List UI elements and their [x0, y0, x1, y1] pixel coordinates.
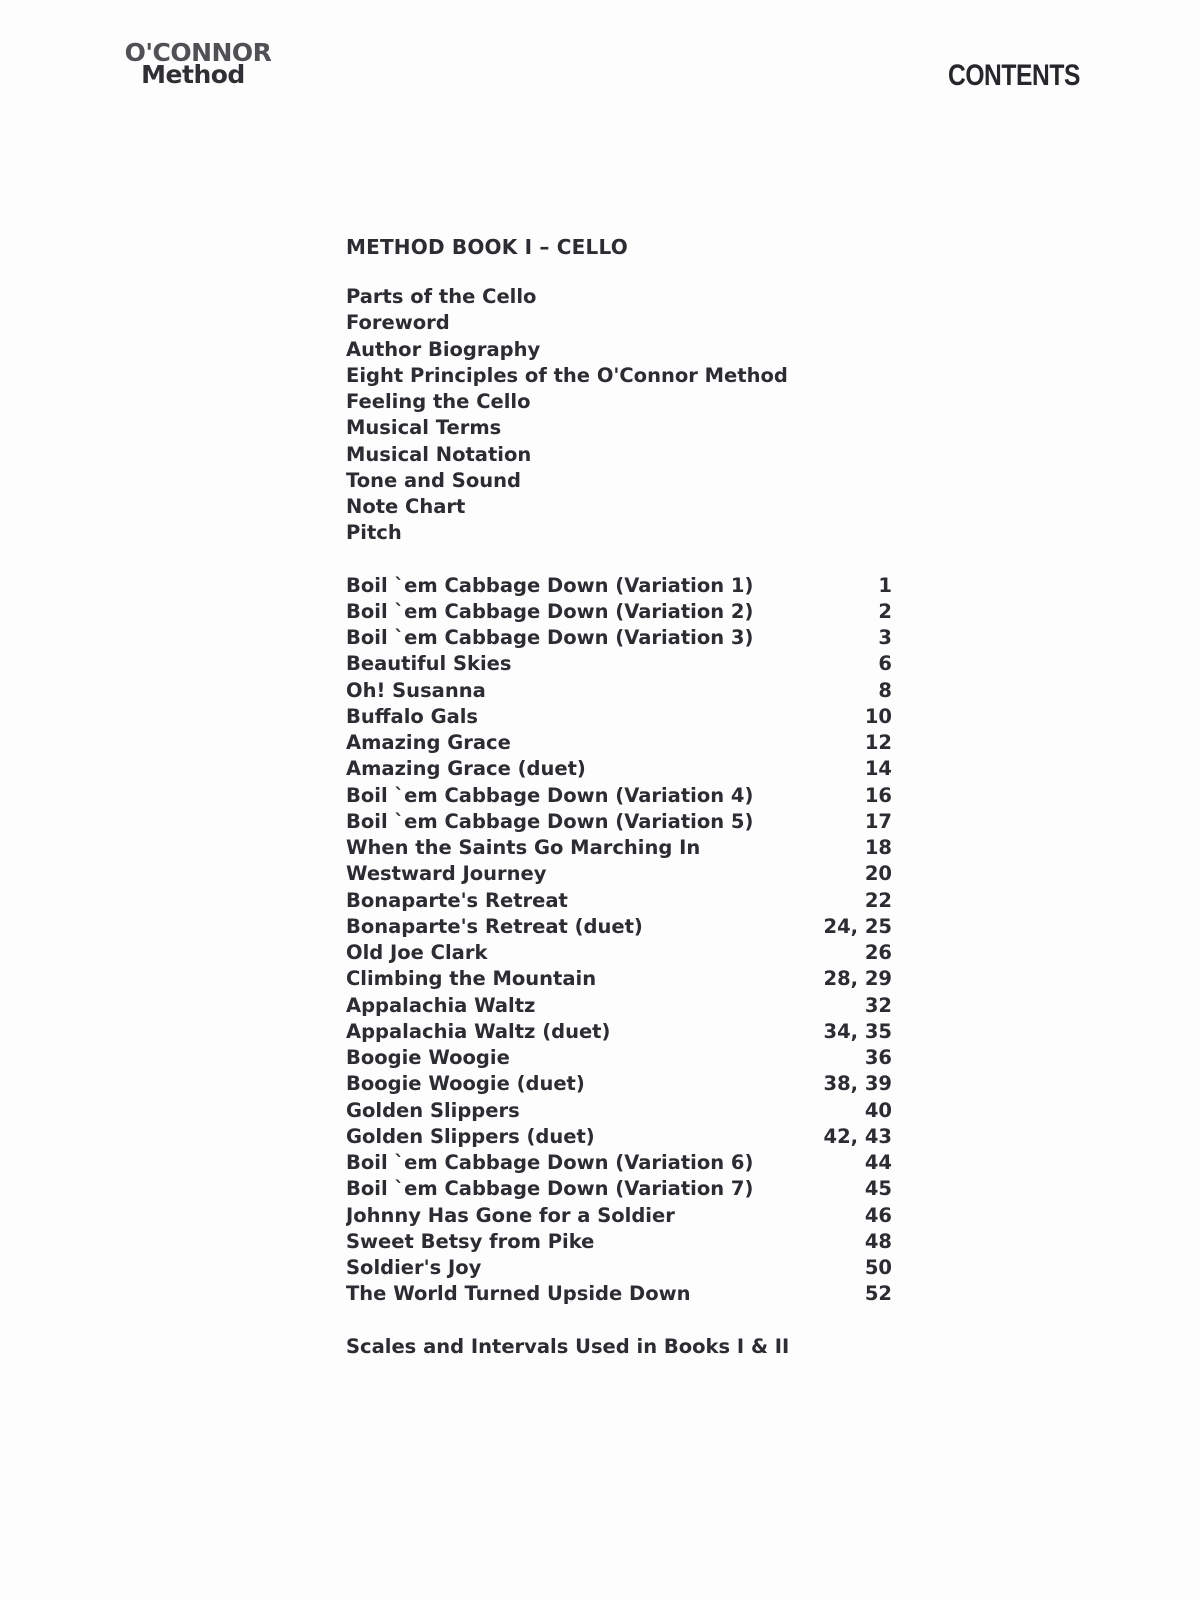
toc-entry[interactable] — [346, 783, 892, 809]
front-matter-item[interactable]: Parts of the Cello — [346, 285, 537, 308]
entry-title: Soldier's Joy — [346, 1256, 482, 1279]
entry-page-number: 24, 25 — [823, 914, 892, 938]
entry-page-number: 14 — [864, 757, 892, 781]
entry-page-number: 40 — [864, 1098, 892, 1122]
entry-title: Boogie Woogie — [346, 1046, 510, 1069]
toc-entry[interactable] — [346, 756, 892, 782]
entry-page-number: 48 — [864, 1229, 892, 1253]
entry-page-number: 45 — [864, 1177, 892, 1201]
toc-entry[interactable] — [346, 1176, 892, 1202]
entry-page-number: 18 — [864, 836, 892, 859]
entry-title: Boogie Woogie (duet) — [346, 1072, 585, 1096]
entry-page-number: 2 — [878, 599, 892, 623]
toc-entry[interactable] — [346, 573, 892, 599]
toc-entry[interactable] — [346, 940, 892, 966]
toc-entry[interactable] — [346, 1203, 892, 1229]
entry-page-number: 1 — [878, 573, 892, 597]
entry-title: Boil `em Cabbage Down (Variation 2) — [346, 599, 754, 623]
toc-entry[interactable] — [346, 625, 892, 651]
entry-title: Boil `em Cabbage Down (Variation 1) — [346, 573, 754, 597]
front-matter-item[interactable]: Tone and Sound — [346, 468, 521, 492]
entry-page-number: 38, 39 — [823, 1072, 892, 1096]
front-matter-item[interactable]: Musical Terms — [346, 416, 502, 440]
toc-entry[interactable] — [346, 730, 892, 756]
entry-title: Old Joe Clark — [346, 941, 488, 964]
entry-title: Boil `em Cabbage Down (Variation 5) — [346, 809, 754, 833]
toc-entry[interactable] — [346, 966, 892, 992]
toc-entry[interactable] — [346, 651, 892, 677]
entry-page-number: 10 — [864, 704, 892, 728]
entry-page-number: 12 — [864, 731, 892, 754]
entry-title: Buffalo Gals — [346, 704, 479, 728]
back-matter-list — [346, 1334, 892, 1360]
back-matter-item[interactable]: Scales and Intervals Used in Books I & II — [346, 1334, 790, 1358]
front-matter-item[interactable]: Foreword — [346, 311, 450, 335]
toc-entry[interactable] — [346, 599, 892, 625]
toc-entry[interactable] — [346, 1071, 892, 1097]
toc-entry[interactable] — [346, 1229, 892, 1255]
entry-page-number: 22 — [864, 888, 892, 912]
toc-entry[interactable] — [346, 1281, 892, 1307]
entry-title: Amazing Grace — [346, 731, 511, 754]
entry-title: Appalachia Waltz — [346, 993, 536, 1017]
entry-title: Climbing the Mountain — [346, 967, 597, 991]
front-matter-item[interactable]: Feeling the Cello — [346, 390, 531, 413]
entry-title: Sweet Betsy from Pike — [346, 1229, 595, 1253]
entry-title: Boil `em Cabbage Down (Variation 3) — [346, 626, 754, 649]
entry-page-number: 46 — [864, 1203, 892, 1227]
front-matter-item[interactable]: Author Biography — [346, 337, 541, 361]
entry-title: The World Turned Upside Down — [346, 1282, 691, 1306]
toc-entry[interactable] — [346, 704, 892, 730]
entry-title: Golden Slippers — [346, 1098, 520, 1122]
entry-page-number: 42, 43 — [823, 1124, 892, 1148]
entry-page-number: 3 — [878, 626, 892, 649]
entry-title: Golden Slippers (duet) — [346, 1124, 595, 1148]
toc-entry[interactable] — [346, 993, 892, 1019]
front-matter-item[interactable]: Pitch — [346, 521, 402, 545]
toc-entry[interactable] — [346, 1098, 892, 1124]
entry-title: Bonaparte's Retreat — [346, 888, 568, 912]
toc-entry[interactable] — [346, 809, 892, 835]
toc-entry[interactable] — [346, 861, 892, 887]
toc-entry[interactable] — [346, 1150, 892, 1176]
entry-page-number: 8 — [878, 678, 892, 702]
entry-title: Boil `em Cabbage Down (Variation 4) — [346, 783, 754, 807]
entry-title: Oh! Susanna — [346, 678, 486, 702]
toc-entry[interactable] — [346, 1124, 892, 1150]
entry-title: Boil `em Cabbage Down (Variation 7) — [346, 1177, 754, 1201]
toc-entry[interactable] — [346, 888, 892, 914]
toc-entry[interactable] — [346, 1019, 892, 1045]
entry-page-number: 16 — [864, 783, 892, 807]
entry-page-number: 34, 35 — [823, 1019, 892, 1043]
toc-entry[interactable] — [346, 1045, 892, 1071]
entry-page-number: 20 — [864, 862, 892, 886]
entry-page-number: 52 — [864, 1282, 892, 1306]
front-matter-item[interactable]: Musical Notation — [346, 442, 532, 466]
logo-line-1: O'CONNOR — [124, 38, 272, 67]
entry-title: When the Saints Go Marching In — [346, 836, 701, 859]
entry-title: Westward Journey — [346, 862, 547, 886]
entry-page-number: 44 — [864, 1151, 892, 1174]
toc-entry[interactable] — [346, 835, 892, 861]
entry-page-number: 26 — [864, 941, 892, 964]
entry-page-number: 50 — [864, 1256, 892, 1279]
oconnor-method-logo — [108, 38, 288, 89]
entry-page-number: 28, 29 — [823, 967, 892, 991]
toc-entry[interactable] — [346, 678, 892, 704]
entry-page-number: 32 — [864, 993, 892, 1017]
front-matter-list — [346, 284, 892, 547]
front-matter-item[interactable]: Note Chart — [346, 495, 466, 518]
page-title: CONTENTS — [947, 59, 1080, 92]
logo-line-2: Method — [141, 60, 245, 89]
entry-title: Amazing Grace (duet) — [346, 757, 586, 781]
entry-title: Bonaparte's Retreat (duet) — [346, 914, 643, 938]
entry-title: Boil `em Cabbage Down (Variation 6) — [346, 1151, 754, 1174]
entry-page-number: 17 — [864, 809, 892, 833]
entry-page-number: 6 — [878, 652, 892, 676]
entry-title: Johnny Has Gone for a Soldier — [346, 1203, 675, 1227]
entry-title: Beautiful Skies — [346, 652, 512, 676]
front-matter-item[interactable]: Eight Principles of the O'Connor Method — [346, 363, 788, 387]
section-heading: METHOD BOOK I – CELLO — [346, 235, 628, 259]
entry-page-number: 36 — [864, 1046, 892, 1069]
toc-entry[interactable] — [346, 1255, 892, 1281]
table-of-contents — [346, 232, 892, 1360]
toc-entry[interactable] — [346, 914, 892, 940]
song-list — [346, 573, 892, 1308]
entry-title: Appalachia Waltz (duet) — [346, 1019, 611, 1043]
